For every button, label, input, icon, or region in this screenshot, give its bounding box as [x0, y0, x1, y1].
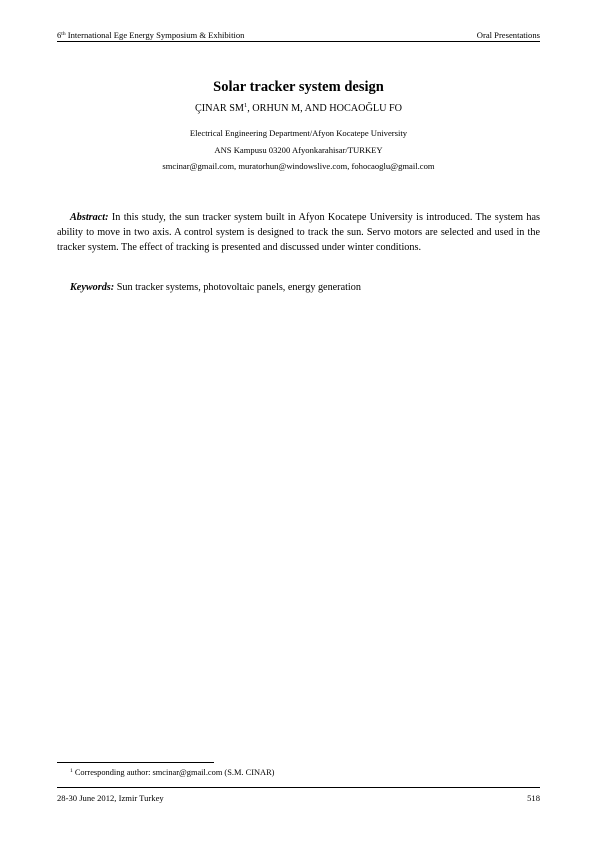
affiliation-address: ANS Kampusu 03200 Afyonkarahisar/TURKEY [214, 145, 383, 155]
abstract-paragraph [57, 210, 540, 256]
author-footnote-mark: 1 [243, 102, 248, 109]
author-emails: smcinar@gmail.com, muratorhun@windowslive.com, fohocaoglu@gmail.com [162, 161, 435, 171]
conference-name: International Ege Energy Symposium & Exhibition [67, 30, 245, 40]
keywords-paragraph [57, 280, 540, 295]
footnote [70, 767, 274, 779]
author-list [57, 102, 540, 116]
edition-number: 6 [57, 30, 62, 40]
abstract-label: Abstract: [70, 212, 109, 223]
section-label: Oral Presentations [476, 30, 540, 40]
running-header [57, 29, 540, 42]
page-number: 518 [527, 793, 540, 803]
affiliation-department: Electrical Engineering Department/Afyon Kocatepe University [189, 128, 408, 138]
running-footer [57, 787, 540, 803]
keywords-text: Sun tracker systems, photovoltaic panels, energy generation [116, 282, 361, 293]
footnote-mark: 1 [70, 768, 73, 774]
paper-title: Solar tracker system design [213, 79, 384, 95]
edition-suffix: th [61, 31, 66, 37]
keywords-label: Keywords: [70, 282, 115, 293]
abstract-text: In this study, the sun tracker system built in Afyon Kocatepe University is introduced. The system has ability to move in two axis. A control system is designed to track the sun. Servo motors are selected and used in the tracker system. The effect of tracking is presented and discussed under winter conditions. [57, 212, 541, 254]
footnote-divider [57, 762, 214, 763]
conference-date-place: 28-30 June 2012, Izmir Turkey [57, 793, 164, 803]
conference-title [57, 29, 244, 41]
other-authors: , ORHUN M, AND HOCAOĞLU FO [247, 103, 403, 114]
footnote-text: Corresponding author: smcinar@gmail.com (S.M. CINAR) [74, 768, 275, 777]
first-author: ÇINAR SM [194, 103, 244, 114]
